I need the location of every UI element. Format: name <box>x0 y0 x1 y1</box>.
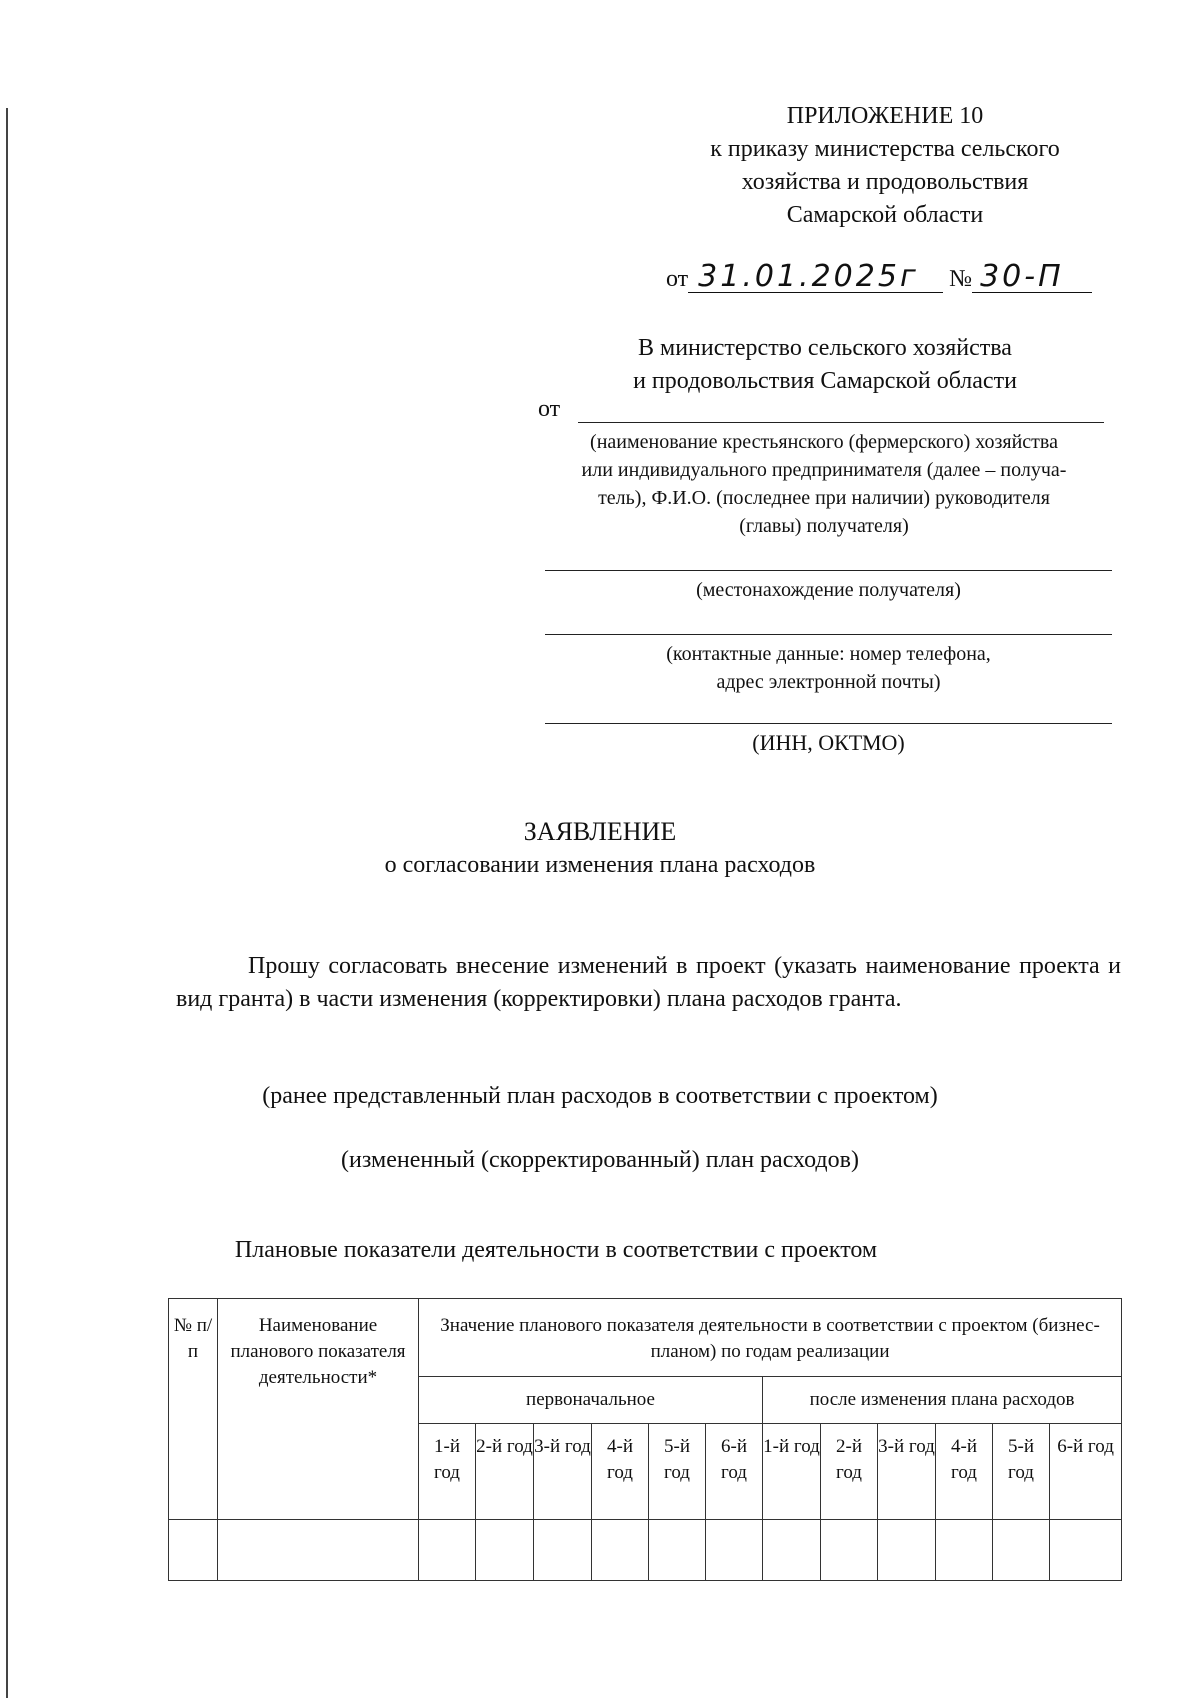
indicators-title: Плановые показатели деятельности в соответствии с проектом <box>234 1237 878 1263</box>
location-line <box>545 570 1112 571</box>
table-cell[interactable] <box>534 1520 592 1581</box>
year-header: 6-й год <box>706 1424 763 1520</box>
order-date-number <box>666 259 1092 294</box>
year-header: 2-й год <box>476 1424 534 1520</box>
header-indicator-value: Значение планового показателя деятельности в соответствии с проектом (бизнес-планом) по годам реализации <box>419 1299 1122 1377</box>
year-header: 5-й год <box>649 1424 706 1520</box>
table-cell[interactable] <box>878 1520 936 1581</box>
addressee-line: и продовольствия Самарской области <box>633 368 1017 394</box>
handwritten-number: 30-П <box>972 262 1092 293</box>
table-cell[interactable] <box>706 1520 763 1581</box>
table-cell[interactable] <box>1050 1520 1122 1581</box>
applicant-name-line <box>578 422 1104 423</box>
table-cell[interactable] <box>936 1520 993 1581</box>
addressee-line: В министерство сельского хозяйства <box>638 335 1012 361</box>
year-header: 4-й год <box>592 1424 649 1520</box>
table-cell[interactable] <box>993 1520 1050 1581</box>
year-header: 5-й год <box>993 1424 1050 1520</box>
appendix-header <box>620 100 1150 232</box>
page-margin-line <box>6 108 8 1698</box>
year-header: 6-й год <box>1050 1424 1122 1520</box>
inn-caption: (ИНН, ОКТМО) <box>752 730 905 755</box>
appendix-line: хозяйства и продовольствия <box>741 169 1029 195</box>
table-cell[interactable] <box>649 1520 706 1581</box>
changed-plan-caption: (измененный (скорректированный) план расходов) <box>341 1147 859 1173</box>
year-header: 3-й год <box>534 1424 592 1520</box>
contact-line <box>545 634 1112 635</box>
handwritten-date: 31.01.2025г <box>688 262 943 293</box>
table-cell[interactable] <box>763 1520 821 1581</box>
header-after-change: после изменения плана расходов <box>763 1377 1122 1424</box>
previous-plan-caption: (ранее представленный план расходов в соответствии с проектом) <box>262 1083 938 1109</box>
addressee-block <box>500 332 1150 398</box>
table-cell[interactable] <box>592 1520 649 1581</box>
table-row <box>169 1520 1122 1581</box>
inn-line <box>545 723 1112 724</box>
location-caption: (местонахождение получателя) <box>696 579 961 601</box>
header-number: № п/п <box>169 1299 218 1520</box>
table-cell[interactable] <box>476 1520 534 1581</box>
year-header: 3-й год <box>878 1424 936 1520</box>
table-cell[interactable] <box>821 1520 878 1581</box>
year-header: 4-й год <box>936 1424 993 1520</box>
table-cell[interactable] <box>169 1520 218 1581</box>
header-indicator-name: Наименование планового показателя деятельности* <box>218 1299 419 1520</box>
header-initial: первоначальное <box>419 1377 763 1424</box>
appendix-title: ПРИЛОЖЕНИЕ 10 <box>786 103 984 129</box>
date-prefix: от <box>666 266 689 292</box>
table-cell[interactable] <box>419 1520 476 1581</box>
request-paragraph: Прошу согласовать внесение изменений в проект (указать наименование проекта и вид гранта) в части изменения (корректировки) плана расходов гранта. <box>176 953 1121 1012</box>
appendix-line: Самарской области <box>786 202 984 228</box>
year-header: 2-й год <box>821 1424 878 1520</box>
year-header: 1-й год <box>763 1424 821 1520</box>
statement-title: ЗАЯВЛЕНИЕ <box>523 817 677 846</box>
number-prefix: № <box>949 266 973 292</box>
statement-subtitle: о согласовании изменения плана расходов <box>384 852 816 878</box>
contact-caption: (контактные данные: номер телефона, адрес электронной почты) <box>666 643 991 693</box>
from-label: от <box>538 396 561 422</box>
indicators-table <box>168 1298 1122 1581</box>
year-header: 1-й год <box>419 1424 476 1520</box>
appendix-line: к приказу министерства сельского <box>710 136 1060 162</box>
table-cell[interactable] <box>218 1520 419 1581</box>
applicant-name-caption: (наименование крестьянского (фермерского) хозяйства или индивидуального предпринимателя (далее – получа- тель), Ф.И.О. (последнее при наличии) руководителя (главы) получателя) <box>581 431 1067 537</box>
